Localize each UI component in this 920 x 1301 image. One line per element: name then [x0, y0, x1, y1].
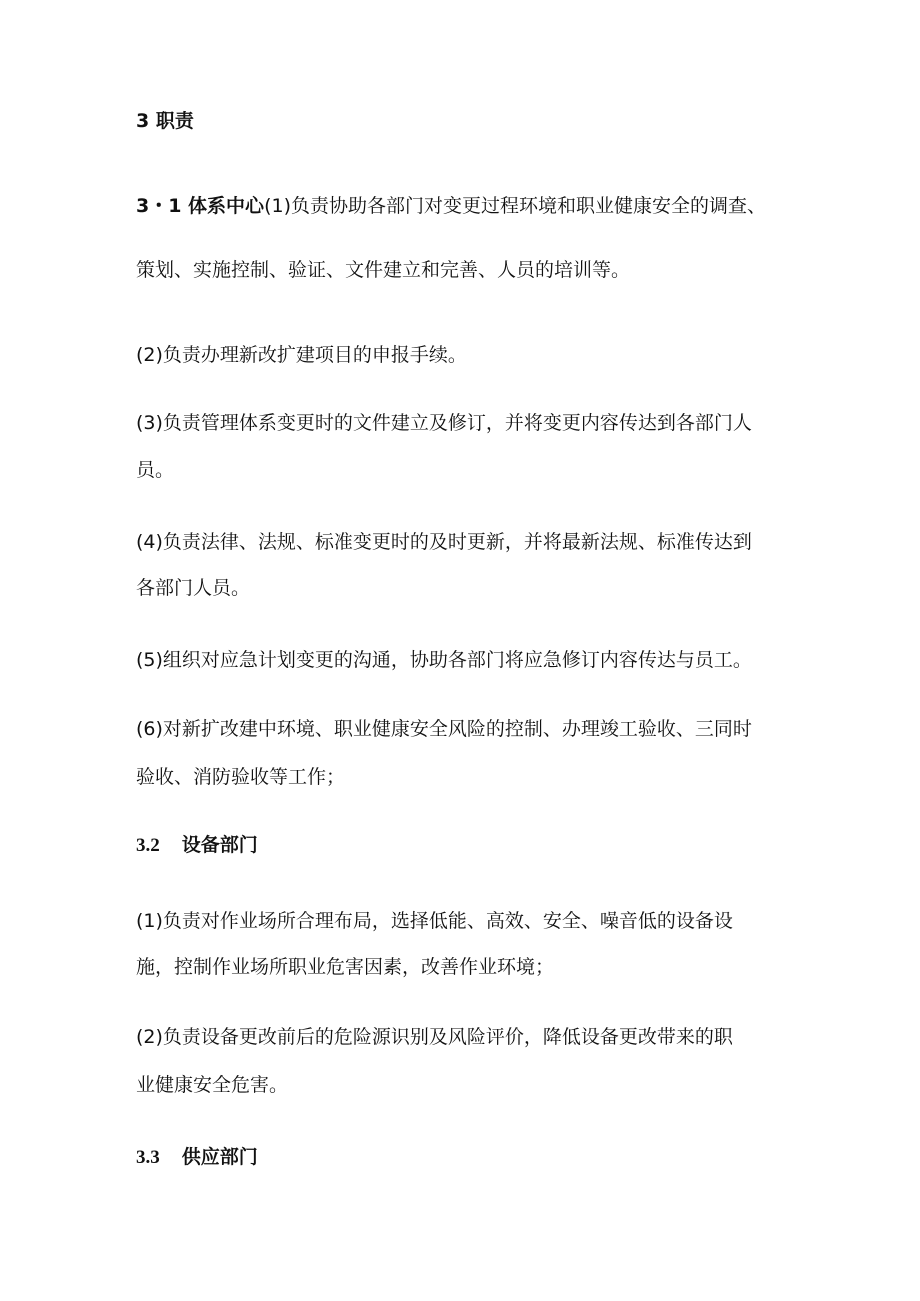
paragraph-line: (1)负责对作业场所合理布局，选择低能、高效、安全、噪音低的设备设	[136, 910, 733, 932]
section-3-2-title: 设备部门	[181, 834, 258, 856]
paragraph-line: 员。	[136, 459, 175, 481]
paragraph-line: (3)负责管理体系变更时的文件建立及修订，并将变更内容传达到各部门人	[136, 412, 752, 434]
section-3-heading	[136, 109, 194, 133]
section-3-3-title: 供应部门	[181, 1146, 258, 1168]
paragraph-line: 施，控制作业场所职业危害因素，改善作业环境；	[136, 956, 555, 978]
paragraph-line: (2)负责办理新改扩建项目的申报手续。	[136, 344, 467, 366]
paragraph-line: 策划、实施控制、验证、文件建立和完善、人员的培训等。	[136, 259, 631, 281]
paragraph-line: (2)负责设备更改前后的危险源识别及风险评价，降低设备更改带来的职	[136, 1026, 733, 1048]
paragraph-line: (1)负责协助各部门对变更过程环境和职业健康安全的调查、	[264, 195, 766, 217]
section-3-title: 3 职责	[136, 110, 194, 132]
paragraph-line: (6)对新扩改建中环境、职业健康安全风险的控制、办理竣工验收、三同时	[136, 718, 752, 740]
paragraph-line: 验收、消防验收等工作；	[136, 766, 346, 788]
section-3-2-number: 3.2	[136, 835, 160, 856]
section-3-1-label: 3・1 体系中心	[136, 195, 265, 217]
section-3-3-number: 3.3	[136, 1147, 160, 1168]
paragraph-line: (5)组织对应急计划变更的沟通，协助各部门将应急修订内容传达与员工。	[136, 649, 752, 671]
paragraph-line: (4)负责法律、法规、标准变更时的及时更新，并将最新法规、标准传达到	[136, 531, 752, 553]
section-3-1-first-line	[136, 194, 766, 218]
paragraph-line: 各部门人员。	[136, 577, 251, 599]
paragraph-line: 业健康安全危害。	[136, 1074, 289, 1096]
section-3-3-heading	[136, 1145, 258, 1170]
section-3-2-heading	[136, 833, 258, 858]
